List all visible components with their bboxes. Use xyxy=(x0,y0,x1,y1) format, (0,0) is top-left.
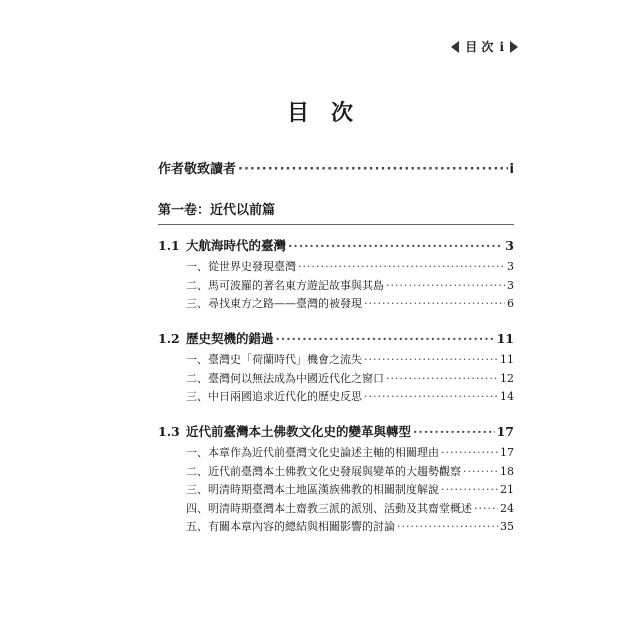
page-title: 目次 xyxy=(286,100,375,126)
toc-section[interactable] xyxy=(186,481,514,497)
section-page: 24 xyxy=(500,502,514,515)
toc-section[interactable] xyxy=(186,351,514,367)
dot-leader xyxy=(463,465,498,478)
toc-section[interactable] xyxy=(186,463,514,479)
chapter-title: 近代前臺灣本土佛教文化史的變革與轉型 xyxy=(186,424,412,439)
chapter-number: 1.2 xyxy=(158,331,180,346)
chapter-page: 17 xyxy=(496,424,514,439)
dot-leader xyxy=(441,483,498,496)
toc-entry-preface[interactable] xyxy=(158,158,514,177)
chapter-number: 1.1 xyxy=(158,238,180,253)
divider xyxy=(158,224,514,225)
toc-section[interactable] xyxy=(186,258,514,274)
toc-section[interactable] xyxy=(186,388,514,404)
dot-leader xyxy=(413,424,495,439)
section-page: 12 xyxy=(500,372,514,385)
dot-leader xyxy=(364,390,498,403)
toc-chapter[interactable] xyxy=(158,422,514,440)
dot-leader xyxy=(474,502,498,515)
section-page: 18 xyxy=(500,465,514,478)
triangle-right-icon xyxy=(510,41,518,53)
section-title: 一、從世界史發現臺灣 xyxy=(186,260,296,273)
section-page: 21 xyxy=(500,483,514,496)
section-page: 6 xyxy=(507,297,514,310)
dot-leader xyxy=(288,238,503,253)
toc-section[interactable] xyxy=(186,295,514,311)
section-page: 11 xyxy=(500,353,514,366)
dot-leader xyxy=(298,260,505,273)
dot-leader xyxy=(386,279,505,292)
section-title: 四、明清時期臺灣本土齋教三派的派別、活動及其齋堂概述 xyxy=(186,502,472,515)
section-title: 二、近代前臺灣本土佛教文化史發展與變革的大趨勢觀察 xyxy=(186,465,461,478)
dot-leader xyxy=(364,353,498,366)
toc-chapter[interactable] xyxy=(158,329,514,347)
chapter-title: 大航海時代的臺灣 xyxy=(186,238,287,253)
toc-section[interactable] xyxy=(186,277,514,293)
dot-leader xyxy=(397,520,498,533)
dot-leader xyxy=(386,372,498,385)
chapter-page: 11 xyxy=(496,331,514,346)
section-title: 一、本章作為近代前臺灣文化史論述主軸的相關理由 xyxy=(186,446,439,459)
section-page: 35 xyxy=(500,520,514,533)
chapter-number: 1.3 xyxy=(158,424,180,439)
toc-section[interactable] xyxy=(186,500,514,516)
section-title: 二、馬可波羅的著名東方遊記故事與其島 xyxy=(186,279,384,292)
running-head xyxy=(451,38,518,55)
chapter-title: 歷史契機的錯過 xyxy=(186,331,274,346)
chapter-page: 3 xyxy=(505,238,514,253)
section-page: 17 xyxy=(500,446,514,459)
toc-chapter[interactable] xyxy=(158,236,514,254)
triangle-left-icon xyxy=(451,41,459,53)
toc-section[interactable] xyxy=(186,370,514,386)
section-title: 三、明清時期臺灣本土地區漢族佛教的相關制度解說 xyxy=(186,483,439,496)
toc-section[interactable] xyxy=(186,518,514,534)
section-page: 14 xyxy=(500,390,514,403)
running-head-page: i xyxy=(499,39,504,54)
toc-entry-page: i xyxy=(509,162,514,177)
volume-heading: 第一卷：近代以前篇 xyxy=(158,203,276,218)
section-title: 二、臺灣何以無法成為中國近代化之窗口 xyxy=(186,372,384,385)
section-page: 3 xyxy=(507,279,514,292)
running-head-label: 目 次 xyxy=(465,40,494,54)
section-title: 五、有關本章內容的總結與相關影響的討論 xyxy=(186,520,395,533)
dot-leader xyxy=(238,162,508,177)
section-title: 三、中日兩國追求近代化的歷史反思 xyxy=(186,390,362,403)
dot-leader xyxy=(276,331,495,346)
section-title: 一、臺灣史「荷蘭時代」機會之流失 xyxy=(186,353,362,366)
section-title: 三、尋找東方之路——臺灣的被發現 xyxy=(186,297,362,310)
dot-leader xyxy=(364,297,505,310)
toc-entry-title: 作者敬致讀者 xyxy=(158,162,237,177)
section-page: 3 xyxy=(507,260,514,273)
toc-section[interactable] xyxy=(186,444,514,460)
dot-leader xyxy=(441,446,498,459)
